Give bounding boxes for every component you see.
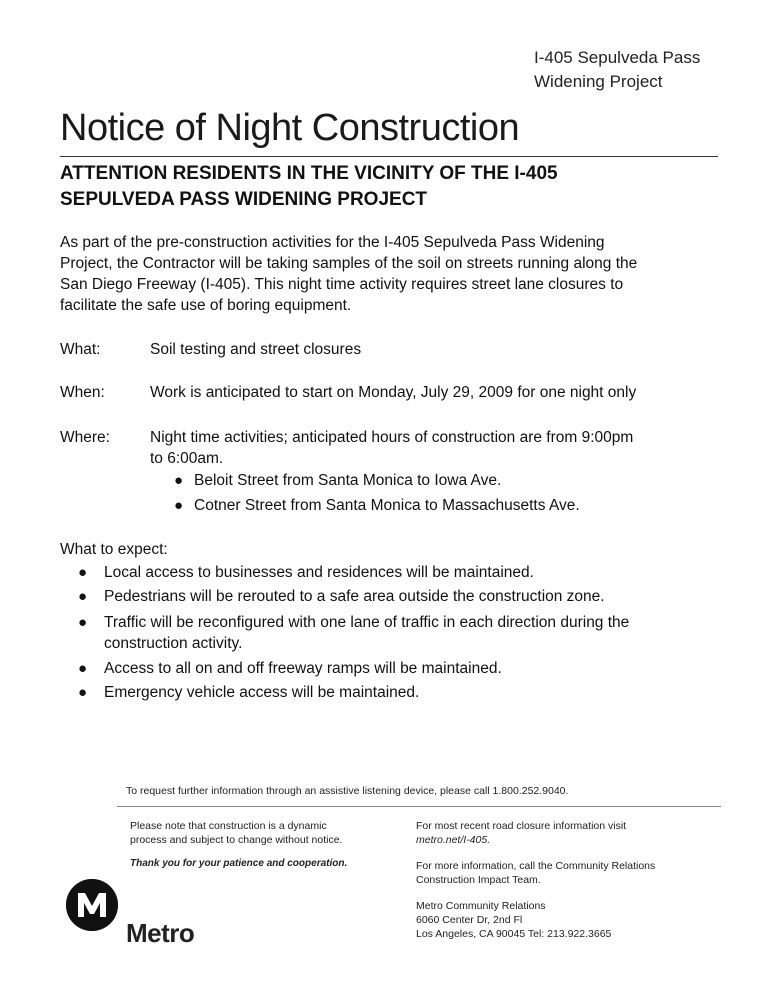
street-item (172, 493, 692, 518)
bullet-icon: ● (78, 660, 88, 677)
expect-item (78, 657, 728, 681)
expect-item (78, 612, 728, 654)
expect-item-text: construction activity. (104, 635, 243, 652)
where-value (150, 427, 633, 469)
note-line: Please note that construction is a dynamic (130, 820, 327, 832)
street-item (172, 468, 692, 493)
where-label: Where: (60, 429, 110, 446)
closure-info (416, 819, 626, 847)
footer-divider (117, 806, 721, 807)
address-line: 6060 Center Dr, 2nd Fl (416, 914, 523, 926)
when-value: Work is anticipated to start on Monday, July 29, 2009 for one night only (150, 384, 637, 401)
expect-list (78, 561, 728, 705)
more-info-line: Construction Impact Team. (416, 874, 541, 886)
project-title-line: I-405 Sepulveda Pass (534, 48, 701, 67)
expect-item (78, 585, 728, 609)
intro-line: facilitate the safe use of boring equipment. (60, 297, 352, 314)
address-line: Los Angeles, CA 90045 Tel: 213.922.3665 (416, 928, 612, 940)
address-line: Metro Community Relations (416, 900, 546, 912)
construction-note (130, 819, 342, 847)
intro-line: As part of the pre-construction activities for the I-405 Sepulveda Pass Widening (60, 234, 605, 251)
where-value-line: to 6:00am. (150, 450, 224, 467)
expect-item-text: Local access to businesses and residences will be maintained. (104, 564, 534, 581)
note-line: process and subject to change without notice. (130, 834, 343, 846)
street-text: Cotner Street from Santa Monica to Massachusetts Ave. (194, 497, 580, 514)
expect-item (78, 561, 728, 585)
bullet-icon: ● (78, 614, 88, 631)
expect-item-text: Pedestrians will be rerouted to a safe area outside the construction zone. (104, 588, 605, 605)
expect-item-text: Emergency vehicle access will be maintained. (104, 684, 420, 701)
expect-item-text: Access to all on and off freeway ramps will be maintained. (104, 660, 502, 677)
what-label: What: (60, 341, 101, 358)
bullet-icon: ● (78, 564, 88, 581)
what-value: Soil testing and street closures (150, 341, 362, 358)
thank-you-note: Thank you for your patience and cooperation. (130, 858, 348, 869)
bullet-icon: ● (174, 497, 184, 514)
attention-line: ATTENTION RESIDENTS IN THE VICINITY OF THE I-405 (60, 163, 558, 184)
closure-info-link[interactable]: metro.net/I-405. (416, 834, 491, 846)
metro-logo-icon (66, 879, 118, 931)
intro-line: San Diego Freeway (I-405). This night time activity requires street lane closures to (60, 276, 624, 293)
attention-heading (60, 161, 710, 213)
project-title-line: Widening Project (534, 72, 663, 91)
street-text: Beloit Street from Santa Monica to Iowa Ave. (194, 472, 502, 489)
bullet-icon: ● (174, 472, 184, 489)
bullet-icon: ● (78, 684, 88, 701)
bullet-icon: ● (78, 588, 88, 605)
more-info-line: For more information, call the Community Relations (416, 860, 656, 872)
notice-title: Notice of Night Construction (60, 107, 520, 149)
metro-m-icon (66, 879, 118, 931)
expect-item-text: Traffic will be reconfigured with one lane of traffic in each direction during the (104, 614, 630, 631)
closure-info-line: For most recent road closure information visit (416, 820, 627, 832)
expect-item (78, 681, 728, 705)
attention-line: SEPULVEDA PASS WIDENING PROJECT (60, 189, 428, 210)
street-list (172, 468, 692, 518)
project-title (534, 46, 724, 94)
more-info (416, 859, 655, 887)
where-value-line: Night time activities; anticipated hours of construction are from 9:00pm (150, 429, 634, 446)
intro-line: Project, the Contractor will be taking samples of the soil on streets running along the (60, 255, 638, 272)
address-block (416, 899, 611, 941)
when-label: When: (60, 384, 105, 401)
expect-title: What to expect: (60, 541, 168, 558)
intro-paragraph (60, 232, 730, 316)
assistive-device-note: To request further information through an assistive listening device, please call 1.800.252.9040. (126, 785, 569, 797)
title-divider (60, 156, 718, 157)
metro-wordmark: Metro (126, 918, 195, 948)
